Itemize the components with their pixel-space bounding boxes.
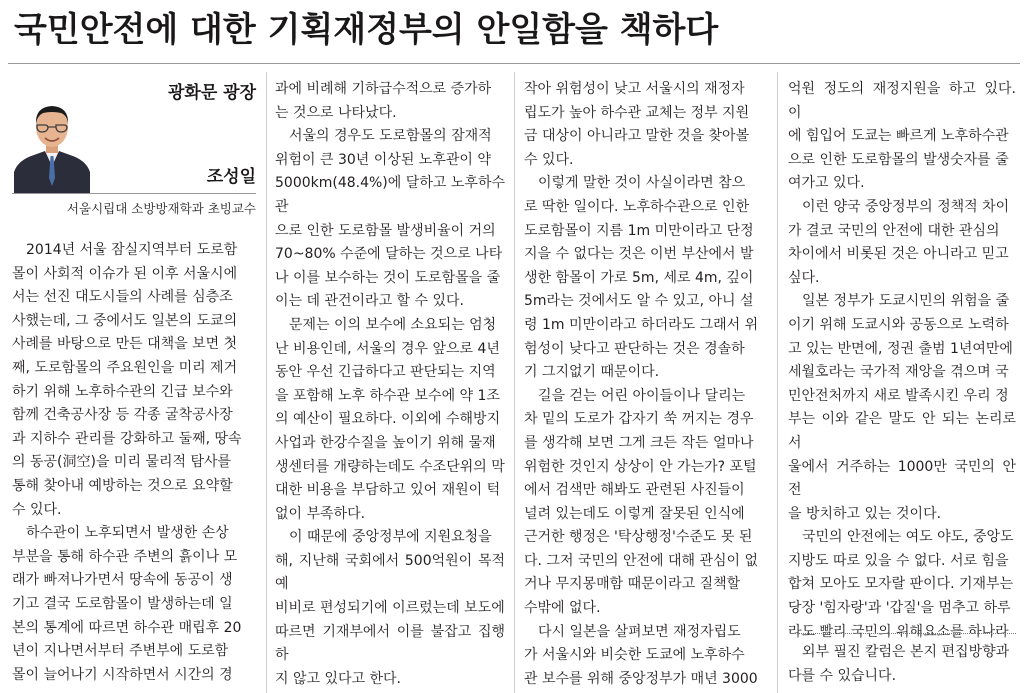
paragraph: 국민의 안전에는 여도 야도, 중앙도 지방도 따로 있을 수 없다. 서로 힘을 합쳐 모아도 모자랄 판이다. 기재부는 당장 '힘자랑'과 '갑질'을 멈추고 하루 라도 빨리 국민의 위해요소를 하나라 <box>788 529 1014 638</box>
paragraph: 이렇게 말한 것이 사실이라면 참으 로 딱한 일이다. 노후하수관으로 인한 도로함몰이 지름 1m 미만이라고 단정 지을 수 없다는 것은 이번 부산에서 발 생한 함몰이 가로 5m, 세로 4m, 깊이 5m라는 것에서도 알 수 있고, 아니 설 령 1m 미만이라고 하더라도 그래서 위 험성이 낮다고 판단하는 것은 경솔하 기 그지없기 때문이다. <box>524 175 759 381</box>
paragraph: 일본 정부가 도쿄시민의 위험을 줄 이기 위해 도쿄시와 공동으로 노력하 고 있는 반면에, 정권 출범 1년여만에 세월호라는 국가적 재앙을 겪으며 국 민안전처까지 새로 발족시킨 우리 정 부는 이와 같은 말도 안 되는 논리로 서 울에서 거주하는 1000만 국민의 안전 을 방치하고 있는 것이다. <box>788 293 1016 522</box>
paragraph: 서울의 경우도 도로함몰의 잠재적 위험이 큰 30년 이상된 노후관이 약 5000km(48.4%)에 달하고 노후하수관 으로 인한 도로함몰 발생비율이 거의 70~80% 수준에 달하는 것으로 나타 나 이를 보수하는 것이 도로함몰을 줄 이는 데 관건이라고 할 수 있다. <box>275 128 505 310</box>
paragraph: 작아 위험성이 낮고 서울시의 재정자 립도가 높아 하수관 교체는 정부 지원 금 대상이 아니라고 말한 것을 찾아볼 수 있다. <box>524 81 750 168</box>
body-column-4 <box>788 78 1016 638</box>
body-column-2 <box>275 78 505 693</box>
column-divider <box>777 72 778 693</box>
paragraph: 길을 걷는 어린 아이들이나 달리는 차 밑의 도로가 갑자기 쑥 꺼지는 경우 를 생각해 보면 그게 크든 작든 얼마나 위험한 것인지 상상이 안 가는가? 포털 에서 검색만 해봐도 관련된 사진들이 널려 있는데도 이렇게 잘못된 인식에 근거한 행정은 '탁상행정'수준도 못 된 다. 그저 국민의 안전에 대해 관심이 없 거나 무지몽매함 때문이라고 질책할 수밖에 없다. <box>524 387 759 617</box>
footnote-divider <box>790 633 1016 634</box>
column-name: 광화문 광장 <box>167 83 256 103</box>
column-divider <box>514 72 515 693</box>
paragraph: 하수관이 노후되면서 발생한 손상 부분을 통해 하수관 주변의 흙이나 모 래가 빠져나가면서 땅속에 동공이 생 기고 결국 도로함몰이 발생하는데 일 본의 통계에 따르면 하수관 매립후 20 년이 지나면서부터 주변부에 도로함 몰이 늘어나기 시작하면서 시간의 경 <box>12 525 242 683</box>
paragraph: 이 때문에 중앙정부에 지원요청을 해, 지난해 국회에서 500억원이 목적예 비비로 편성되기에 이르렀는데 보도에 따르면 기재부에서 이를 불잡고 집행하 지 않고 있다고 한다. <box>275 529 505 687</box>
paragraph: 다시 일본을 살펴보면 재정자립도 가 서울시와 비슷한 도쿄에 노후하수 관 보수를 위해 중앙정부가 매년 3000 <box>524 623 758 687</box>
editorial-disclaimer: 외부 필진 칼럼은 본지 편집방향과 다를 수 있습니다. <box>788 644 1010 684</box>
author-divider <box>12 193 256 194</box>
paragraph: 과에 비례해 기하급수적으로 증가하 는 것으로 나타났다. <box>275 81 492 121</box>
author-affiliation: 서울시립대 소방방재학과 초빙교수 <box>66 201 256 216</box>
paragraph: 2014년 서울 잠실지역부터 도로함 몰이 사회적 이슈가 된 이후 서울시에 서는 선진 대도시들의 사례를 심층조 사했는데, 그 중에서도 일본의 도쿄의 사례를 바탕으로 만든 대책을 보면 첫 째, 도로함몰의 주요원인을 미리 제거 하기 위해 노후하수관의 긴급 보수와 함께 건축공사장 등 각종 굴착공사장 과 지하수 관리를 강화하고 둘째, 땅속 의 동공(洞空)을 미리 물리적 탐사를 통해 찾아내 예방하는 것으로 요약할 수 있다. <box>12 242 242 518</box>
headline: 국민안전에 대한 기획재정부의 안일함을 책하다 <box>14 10 719 50</box>
author-name: 조성일 <box>206 167 256 187</box>
paragraph: 이런 양국 중앙정부의 정책적 차이 가 결코 국민의 안전에 대한 관심의 차이에서 비롯된 것은 아니라고 믿고 싶다. <box>788 198 1010 286</box>
paragraph: 문제는 이의 보수에 소요되는 엄청 난 비용인데, 서울의 경우 앞으로 4년 동안 우선 긴급하다고 판단되는 지역 을 포함해 노후 하수관 보수에 약 1조 의 예산이 필요하다. 이외에 수해방지 사업과 한강수질을 높이기 위해 물재 생센터를 개량하는데도 수조단위의 막 대한 비용을 부담하고 있어 재원이 턱 없이 부족하다. <box>275 316 505 522</box>
body-column-3 <box>524 78 768 693</box>
body-column-1 <box>12 239 256 693</box>
author-portrait-icon-graphic <box>12 94 92 193</box>
header-divider <box>8 63 1020 64</box>
paragraph: 억원 정도의 재정지원을 하고 있다. 이 에 힘입어 도쿄는 빠르게 노후하수관 으로 인한 도로함몰의 발생숫자를 줄 여가고 있다. <box>788 81 1016 192</box>
author-portrait-icon <box>12 94 92 193</box>
column-divider <box>266 72 267 693</box>
